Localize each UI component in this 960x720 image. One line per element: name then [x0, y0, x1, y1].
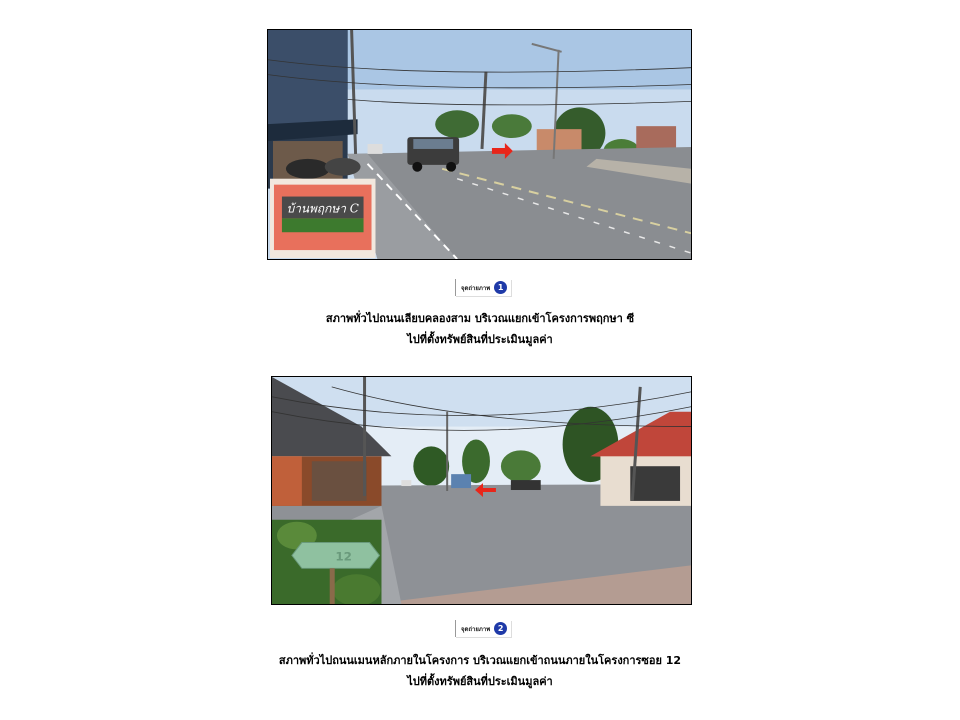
- photo-marker-1: [455, 279, 511, 296]
- photo-2-sign-text: 12: [335, 549, 352, 564]
- photo-2-street-view: [271, 376, 692, 605]
- photo-marker-number-badge: 1: [494, 281, 507, 294]
- photo-1-street-view: [267, 29, 692, 260]
- photo-1-caption: [0, 308, 960, 350]
- photo-2-caption-line-2: ไปที่ตั้งทรัพย์สินที่ประเมินมูลค่า: [407, 675, 553, 688]
- photo-1-sign-text: บ้านพฤกษา C: [286, 201, 359, 216]
- photo-marker-label: จุดถ่ายภาพ: [461, 625, 491, 633]
- photo-1-caption-line-2: ไปที่ตั้งทรัพย์สินที่ประเมินมูลค่า: [407, 333, 553, 346]
- photo-marker-number-badge: 2: [494, 622, 507, 635]
- photo-marker-label: จุดถ่ายภาพ: [461, 284, 491, 292]
- photo-2-caption-line-1: สภาพทั่วไปถนนเมนหลักภายในโครงการ บริเวณแยกเข้าถนนภายในโครงการซอย 12: [278, 654, 682, 667]
- photo-marker-2: [455, 620, 511, 637]
- photo-2-caption: [0, 650, 960, 692]
- photo-1-caption-line-1: สภาพทั่วไปถนนเลียบคลองสาม บริเวณแยกเข้าโครงการพฤกษา ซี: [325, 312, 635, 325]
